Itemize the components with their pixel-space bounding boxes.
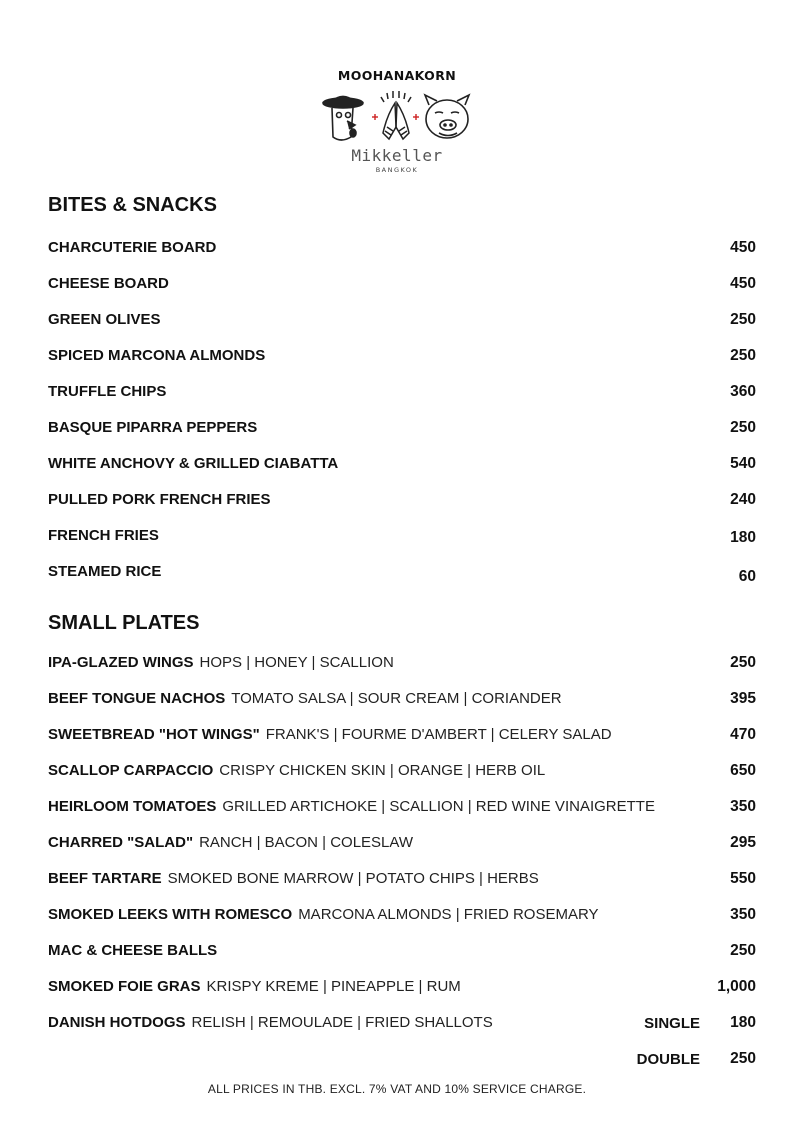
item-description: GRILLED ARTICHOKE | SCALLION | RED WINE VINAIGRETTE	[222, 798, 655, 815]
item-price: 540	[730, 455, 756, 472]
menu-item	[48, 381, 756, 403]
item-price: 450	[730, 275, 756, 292]
item-price: 450	[730, 239, 756, 256]
item-price: 550	[730, 870, 756, 887]
item-name: GREEN OLIVES	[48, 311, 161, 328]
item-name: DANISH HOTDOGS RELISH | REMOULADE | FRIED SHALLOTS	[48, 1014, 493, 1031]
item-price: 240	[730, 491, 756, 508]
item-price: 250	[730, 419, 756, 436]
menu-item	[48, 976, 756, 998]
menu-item	[48, 345, 756, 367]
item-price: 1,000	[717, 978, 756, 995]
menu-item	[48, 309, 756, 331]
item-size-label: SINGLE	[644, 1015, 700, 1032]
item-name: SCALLOP CARPACCIO CRISPY CHICKEN SKIN | ORANGE | HERB OIL	[48, 762, 546, 779]
item-description: SMOKED BONE MARROW | POTATO CHIPS | HERBS	[167, 870, 539, 887]
item-size-label: DOUBLE	[636, 1051, 700, 1068]
item-name: CHARRED "SALAD" RANCH | BACON | COLESLAW	[48, 834, 414, 851]
item-name: PULLED PORK FRENCH FRIES	[48, 491, 271, 508]
menu-item-variant	[48, 1048, 756, 1070]
menu-item	[48, 1012, 756, 1034]
item-price: 250	[730, 311, 756, 328]
item-name: CHARCUTERIE BOARD	[48, 239, 217, 256]
menu-item	[48, 561, 756, 583]
item-price: 250	[730, 942, 756, 959]
menu-item	[48, 796, 756, 818]
logo-sub-text: BANGKOK	[375, 166, 419, 174]
item-description: RELISH | REMOULADE | FRIED SHALLOTS	[191, 1014, 493, 1031]
menu-item	[48, 417, 756, 439]
item-description: CRISPY CHICKEN SKIN | ORANGE | HERB OIL	[219, 762, 546, 779]
item-description: RANCH | BACON | COLESLAW	[199, 834, 414, 851]
menu-item	[48, 525, 756, 547]
logo-illustration-icon	[317, 91, 477, 147]
item-price: 295	[730, 834, 756, 851]
item-name: MAC & CHEESE BALLS	[48, 942, 218, 959]
item-price: 250	[730, 1050, 756, 1067]
item-name: SPICED MARCONA ALMONDS	[48, 347, 266, 364]
item-price: 350	[730, 798, 756, 815]
menu-item	[48, 940, 756, 962]
menu-item	[48, 489, 756, 511]
item-description: KRISPY KREME | PINEAPPLE | RUM	[206, 978, 461, 995]
item-name: HEIRLOOM TOMATOES GRILLED ARTICHOKE | SCALLION | RED WINE VINAIGRETTE	[48, 798, 655, 815]
item-name: TRUFFLE CHIPS	[48, 383, 167, 400]
item-description: FRANK'S | FOURME D'AMBERT | CELERY SALAD	[265, 726, 612, 743]
logo-main-text: Mikkeller	[351, 146, 443, 165]
item-name: CHEESE BOARD	[48, 275, 169, 292]
menu-item	[48, 832, 756, 854]
item-price: 250	[730, 347, 756, 364]
item-price: 350	[730, 906, 756, 923]
menu-item	[48, 273, 756, 295]
menu-item	[48, 453, 756, 475]
item-name: BEEF TONGUE NACHOS TOMATO SALSA | SOUR CREAM | CORIANDER	[48, 690, 562, 707]
section-title-bites: BITES & SNACKS	[48, 194, 217, 216]
item-price: 250	[730, 654, 756, 671]
item-name: SWEETBREAD "HOT WINGS" FRANK'S | FOURME D'AMBERT | CELERY SALAD	[48, 726, 612, 743]
menu-item	[48, 868, 756, 890]
menu-item	[48, 904, 756, 926]
item-name: STEAMED RICE	[48, 563, 162, 580]
section-title-small-plates: SMALL PLATES	[48, 612, 200, 634]
menu-item	[48, 724, 756, 746]
item-price: 180	[730, 1014, 756, 1031]
item-name: BASQUE PIPARRA PEPPERS	[48, 419, 258, 436]
item-name: SMOKED FOIE GRAS KRISPY KREME | PINEAPPLE | RUM	[48, 978, 461, 995]
item-name: BEEF TARTARE SMOKED BONE MARROW | POTATO CHIPS | HERBS	[48, 870, 539, 887]
item-description: TOMATO SALSA | SOUR CREAM | CORIANDER	[231, 690, 562, 707]
logo-top-text: MOOHANAKORN	[337, 68, 457, 83]
menu-item	[48, 760, 756, 782]
item-description: HOPS | HONEY | SCALLION	[199, 654, 394, 671]
item-name: WHITE ANCHOVY & GRILLED CIABATTA	[48, 455, 339, 472]
item-description: MARCONA ALMONDS | FRIED ROSEMARY	[298, 906, 599, 923]
item-name: IPA-GLAZED WINGS HOPS | HONEY | SCALLION	[48, 654, 394, 671]
item-price: 650	[730, 762, 756, 779]
item-name: SMOKED LEEKS WITH ROMESCO MARCONA ALMONDS | FRIED ROSEMARY	[48, 906, 599, 923]
price-footnote: ALL PRICES IN THB. EXCL. 7% VAT AND 10% SERVICE CHARGE.	[207, 1082, 587, 1096]
item-name: FRENCH FRIES	[48, 527, 159, 544]
menu-item	[48, 652, 756, 674]
menu-item	[48, 237, 756, 259]
menu-item	[48, 688, 756, 710]
item-price: 360	[730, 383, 756, 400]
item-price: 180	[730, 529, 756, 546]
item-price: 395	[730, 690, 756, 707]
logo	[0, 68, 794, 174]
item-price: 60	[738, 568, 756, 585]
item-price: 470	[730, 726, 756, 743]
